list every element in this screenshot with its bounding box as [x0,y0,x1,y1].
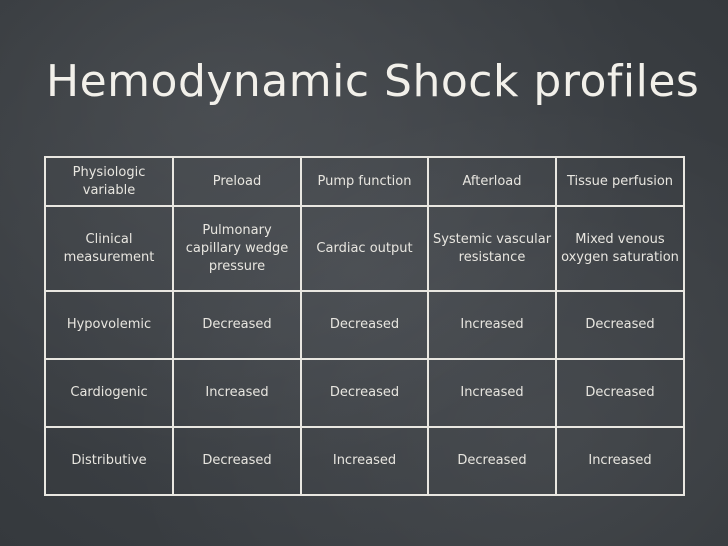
table-cell: Increased [428,291,556,359]
table-row-hypovolemic [45,291,684,359]
table-header-row [45,157,684,206]
header-cell-tissue-perfusion: Tissue perfusion [556,157,684,206]
table-cell: Increased [556,427,684,495]
slide-title: Hemodynamic Shock profiles [46,56,700,107]
row-label-distributive: Distributive [45,427,173,495]
table-cell: Increased [301,427,428,495]
table-cell: Decreased [556,291,684,359]
shock-profile-table-container [44,156,683,494]
header-cell-pump-function: Pump function [301,157,428,206]
table-row-cardiogenic [45,359,684,427]
table-cell: Increased [173,359,301,427]
header-cell-physiologic-variable: Physiologic variable [45,157,173,206]
table-row-distributive [45,427,684,495]
table-cell: Increased [428,359,556,427]
row-label-hypovolemic: Hypovolemic [45,291,173,359]
table-cell: Decreased [301,291,428,359]
table-cell: Decreased [173,427,301,495]
clinical-measurement-row [45,206,684,291]
measurement-cell-cardiac-output: Cardiac output [301,206,428,291]
table-cell: Decreased [301,359,428,427]
header-cell-preload: Preload [173,157,301,206]
table-cell: Decreased [173,291,301,359]
header-cell-afterload: Afterload [428,157,556,206]
measurement-cell-svo2: Mixed venous oxygen saturation [556,206,684,291]
table-cell: Decreased [428,427,556,495]
row-label-cardiogenic: Cardiogenic [45,359,173,427]
measurement-cell-pcwp: Pulmonary capillary wedge pressure [173,206,301,291]
shock-profile-table [44,156,685,496]
measurement-cell-svr: Systemic vascular resistance [428,206,556,291]
measurement-cell-label: Clinical measurement [45,206,173,291]
table-cell: Decreased [556,359,684,427]
